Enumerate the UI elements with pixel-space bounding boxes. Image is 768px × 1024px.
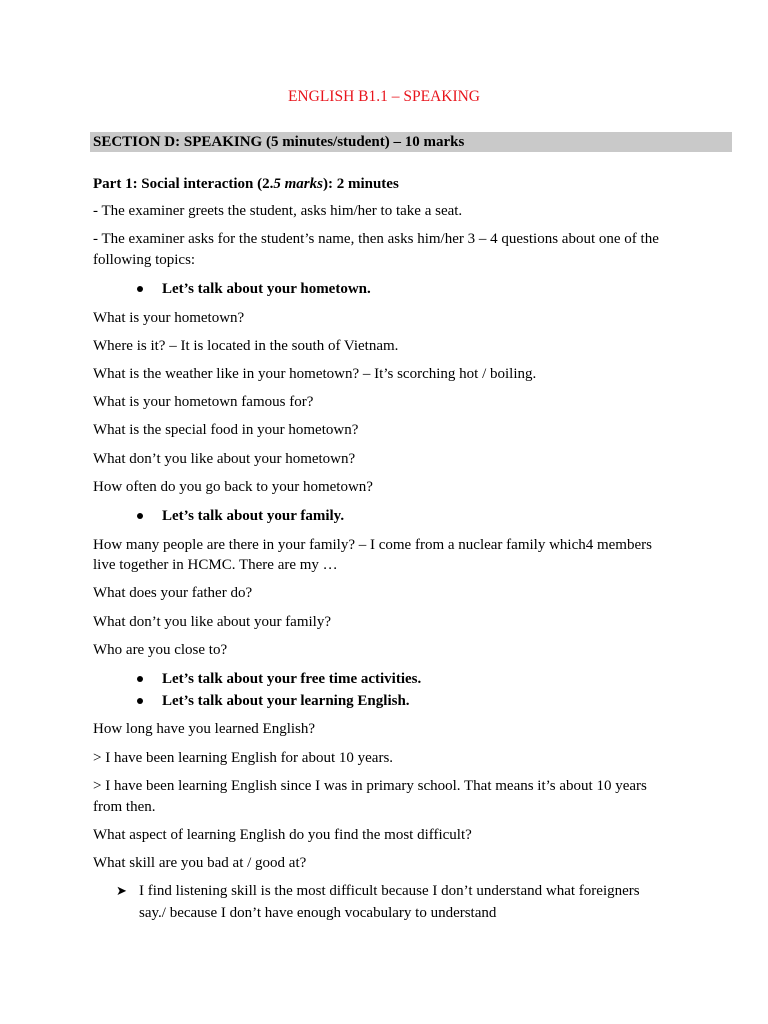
family-line: What does your father do?	[93, 585, 253, 601]
question-line: How often do you go back to your hometown?	[93, 479, 373, 495]
question-line: What is the weather like in your hometown? – It’s scorching hot / boiling.	[93, 366, 537, 382]
learning-line: from then.	[93, 799, 156, 815]
document-title: ENGLISH B1.1 – SPEAKING	[287, 88, 481, 105]
arrow-bullet-icon: ➤	[116, 883, 127, 898]
family-line: What don’t you like about your family?	[93, 614, 332, 630]
section-heading-bar	[90, 132, 732, 152]
answer-line: I find listening skill is the most difficult because I don’t understand what foreigners	[139, 883, 640, 899]
question-line: What don’t you like about your hometown?	[93, 451, 356, 467]
bullet-dot-icon	[137, 698, 143, 704]
bullet-dot-icon	[137, 513, 143, 519]
intro-line: following topics:	[93, 252, 196, 268]
bullet-dot-icon	[137, 676, 143, 682]
learning-line: How long have you learned English?	[93, 721, 316, 737]
topic-free-time: Let’s talk about your free time activities.	[162, 671, 422, 687]
question-line: What is the special food in your hometown?	[93, 422, 359, 438]
question-line: Where is it? – It is located in the south of Vietnam.	[93, 338, 399, 354]
family-line: How many people are there in your family? – I come from a nuclear family which4 members	[93, 537, 652, 553]
topic-learning: Let’s talk about your learning English.	[162, 693, 410, 709]
intro-line: - The examiner asks for the student’s name, then asks him/her 3 – 4 questions about one of the	[93, 231, 659, 247]
bullet-dot-icon	[137, 286, 143, 292]
family-line: Who are you close to?	[93, 642, 228, 658]
question-line: What is your hometown famous for?	[93, 394, 314, 410]
learning-line: > I have been learning English for about 10 years.	[93, 750, 394, 766]
part-heading: Part 1: Social interaction (2.5 marks): 2 minutes	[93, 176, 399, 192]
topic-hometown: Let’s talk about your hometown.	[162, 281, 371, 297]
section-heading: SECTION D: SPEAKING (5 minutes/student) – 10 marks	[93, 134, 465, 150]
answer-line: say./ because I don’t have enough vocabulary to understand	[139, 905, 497, 921]
question-line: What is your hometown?	[93, 310, 245, 326]
learning-line: What skill are you bad at / good at?	[93, 855, 307, 871]
learning-line: > I have been learning English since I was in primary school. That means it’s about 10 years	[93, 778, 647, 794]
learning-line: What aspect of learning English do you find the most difficult?	[93, 827, 472, 843]
topic-family: Let’s talk about your family.	[162, 508, 345, 524]
family-line: live together in HCMC. There are my …	[93, 557, 338, 573]
intro-line: - The examiner greets the student, asks him/her to take a seat.	[93, 203, 463, 219]
